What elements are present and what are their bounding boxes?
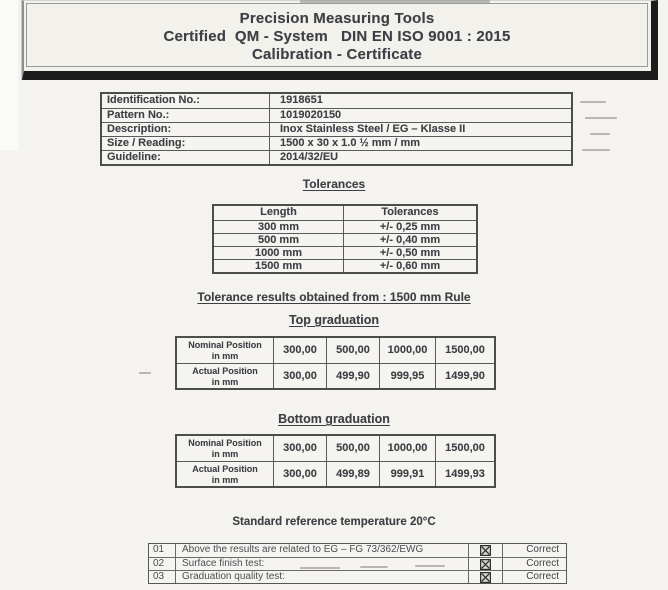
table-header-row bbox=[214, 206, 476, 220]
certificate-header-inner bbox=[26, 3, 648, 67]
actual-position-label bbox=[177, 462, 274, 486]
actual-value-cell: 1499,90 bbox=[445, 370, 485, 382]
actual-value-cell: 499,90 bbox=[327, 364, 380, 388]
table-row bbox=[102, 108, 571, 122]
actual-value-cell: 1499,93 bbox=[445, 468, 485, 480]
tolerance-cell: +/- 0,50 mm bbox=[379, 247, 441, 259]
nominal-value-cell: 1500,00 bbox=[445, 442, 485, 454]
guideline-label: Guideline: bbox=[102, 151, 270, 164]
reference-temperature-note: Standard reference temperature 20°C bbox=[232, 516, 436, 528]
nominal-value-cell: 500,00 bbox=[327, 338, 380, 363]
check-result: Correct bbox=[526, 544, 559, 555]
tolerances-table bbox=[212, 204, 478, 274]
size-reading-label: Size / Reading: bbox=[102, 137, 270, 150]
length-cell: 1500 mm bbox=[214, 260, 344, 272]
actual-value-cell: 300,00 bbox=[274, 462, 327, 486]
scan-artifact bbox=[415, 565, 445, 567]
guideline-value: 2014/32/EU bbox=[280, 151, 339, 163]
actual-position-row bbox=[177, 363, 494, 388]
identification-table bbox=[100, 92, 573, 166]
scan-artifact bbox=[300, 567, 340, 569]
check-description: Graduation quality test: bbox=[176, 571, 469, 583]
checklist-row bbox=[149, 570, 566, 583]
tolerance-cell: +/- 0,60 mm bbox=[379, 260, 441, 272]
checked-checkbox-icon bbox=[480, 545, 491, 556]
table-row bbox=[214, 233, 476, 246]
checklist-row bbox=[149, 557, 566, 570]
actual-position-row bbox=[177, 461, 494, 486]
actual-value-cell: 300,00 bbox=[274, 364, 327, 388]
table-row bbox=[214, 259, 476, 272]
check-number: 03 bbox=[149, 571, 176, 583]
label-line-2: in mm bbox=[211, 377, 239, 387]
tolerances-heading: Tolerances bbox=[302, 177, 366, 191]
checkbox-cell bbox=[469, 544, 503, 557]
scan-artifact bbox=[580, 101, 606, 103]
scan-artifact bbox=[360, 566, 388, 568]
nominal-value-cell: 1500,00 bbox=[445, 344, 485, 356]
tolerance-results-source-heading: Tolerance results obtained from : 1500 mm Rule bbox=[197, 290, 471, 304]
table-row bbox=[102, 122, 571, 136]
header-doc-type: Calibration - Certificate bbox=[251, 46, 423, 63]
table-row bbox=[102, 136, 571, 150]
checklist-row bbox=[149, 544, 566, 557]
length-cell: 500 mm bbox=[214, 234, 344, 246]
label-line-1: Actual Position bbox=[192, 464, 258, 474]
check-result: Correct bbox=[526, 558, 559, 569]
check-number: 01 bbox=[149, 544, 176, 557]
scan-artifact bbox=[300, 0, 490, 3]
top-graduation-heading: Top graduation bbox=[288, 313, 380, 327]
label-line-1: Actual Position bbox=[192, 366, 258, 376]
pattern-no-value: 1019020150 bbox=[280, 109, 342, 121]
scan-artifact bbox=[139, 372, 151, 374]
nominal-position-label bbox=[177, 436, 274, 461]
actual-value-cell: 499,89 bbox=[327, 462, 380, 486]
label-line-2: in mm bbox=[211, 475, 239, 485]
length-column-header: Length bbox=[214, 206, 344, 220]
nominal-value-cell: 1000,00 bbox=[380, 436, 436, 461]
table-row bbox=[214, 220, 476, 233]
description-value: Inox Stainless Steel / EG – Klasse II bbox=[280, 123, 466, 135]
length-cell: 300 mm bbox=[214, 221, 344, 233]
scan-artifact bbox=[582, 149, 610, 151]
label-line-1: Nominal Position bbox=[188, 438, 262, 448]
table-row bbox=[102, 150, 571, 164]
nominal-value-cell: 1000,00 bbox=[380, 338, 436, 363]
scan-artifact bbox=[585, 117, 617, 119]
nominal-position-row bbox=[177, 338, 494, 363]
identification-no-value: 1918651 bbox=[280, 94, 323, 106]
checkbox-cell bbox=[469, 571, 503, 583]
scan-artifact bbox=[590, 133, 610, 135]
header-subtitle: Certified QM - System DIN EN ISO 9001 : 2015 bbox=[163, 28, 511, 45]
check-description: Surface finish test: bbox=[176, 558, 469, 570]
label-line-2: in mm bbox=[211, 449, 239, 459]
nominal-value-cell: 500,00 bbox=[327, 436, 380, 461]
pattern-no-label: Pattern No.: bbox=[102, 109, 270, 122]
checklist-table bbox=[148, 543, 567, 584]
nominal-value-cell: 300,00 bbox=[274, 436, 327, 461]
bottom-graduation-heading: Bottom graduation bbox=[278, 412, 390, 426]
scan-edge-highlight bbox=[0, 0, 18, 150]
tolerances-column-header: Tolerances bbox=[381, 206, 439, 218]
actual-value-cell: 999,95 bbox=[380, 364, 436, 388]
checked-checkbox-icon bbox=[480, 572, 491, 583]
label-line-2: in mm bbox=[211, 351, 239, 361]
table-row bbox=[214, 246, 476, 259]
certificate-header bbox=[22, 0, 658, 80]
header-title: Precision Measuring Tools bbox=[239, 10, 435, 27]
nominal-value-cell: 300,00 bbox=[274, 338, 327, 363]
check-result: Correct bbox=[526, 571, 559, 582]
nominal-position-row bbox=[177, 436, 494, 461]
size-reading-value: 1500 x 30 x 1.0 ½ mm / mm bbox=[280, 137, 421, 149]
tolerance-cell: +/- 0,25 mm bbox=[379, 221, 441, 233]
length-cell: 1000 mm bbox=[214, 247, 344, 259]
bottom-graduation-table bbox=[175, 434, 496, 488]
checked-checkbox-icon bbox=[480, 559, 491, 570]
table-row bbox=[102, 94, 571, 108]
checkbox-cell bbox=[469, 558, 503, 570]
identification-no-label: Identification No.: bbox=[102, 94, 270, 108]
actual-position-label bbox=[177, 364, 274, 388]
check-number: 02 bbox=[149, 558, 176, 570]
description-label: Description: bbox=[102, 123, 270, 136]
check-description: Above the results are related to EG – FG 73/362/EWG bbox=[176, 544, 469, 557]
top-graduation-table bbox=[175, 336, 496, 390]
label-line-1: Nominal Position bbox=[188, 340, 262, 350]
nominal-position-label bbox=[177, 338, 274, 363]
tolerance-cell: +/- 0,40 mm bbox=[379, 234, 441, 246]
actual-value-cell: 999,91 bbox=[380, 462, 436, 486]
